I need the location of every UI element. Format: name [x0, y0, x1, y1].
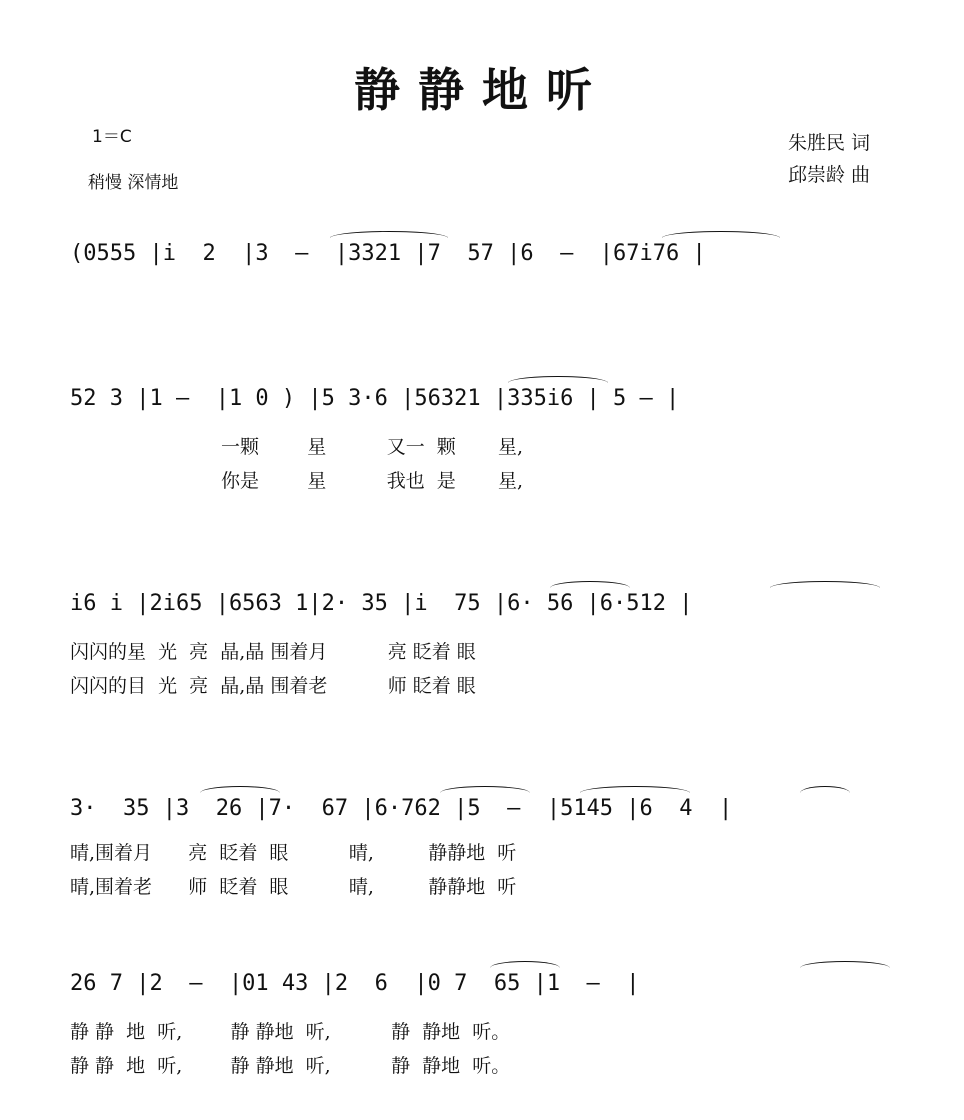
lyrics-line-2-verse-2: 你是 星 我也 是 星, — [70, 470, 524, 492]
notes-line-4: 3· 35 |3 26 |7· 67 |6·762 |5 – |5145 |6 4 | — [70, 796, 733, 821]
notes-line-5: 26 7 |2 – |01 43 |2 6 |0 7 65 |1 – | — [70, 971, 640, 996]
tempo-marking: 稍慢 深情地 — [88, 173, 179, 193]
lyrics-line-3-verse-1: 闪闪的星 光 亮 晶,晶 围着月 亮 眨着 眼 — [70, 641, 476, 663]
composer-credit: 邱崇龄 曲 — [787, 164, 870, 186]
notes-line-2: 52 3 |1 – |1 0 ) |5 3·6 |56321 |335i6 | 5 – | — [70, 386, 680, 411]
lyrics-line-4-verse-1: 晴,围着月 亮 眨着 眼 晴, 静静地 听 — [70, 842, 517, 864]
lyrics-line-4-verse-2: 晴,围着老 师 眨着 眼 晴, 静静地 听 — [70, 876, 517, 898]
lyrics-line-3-verse-2: 闪闪的目 光 亮 晶,晶 围着老 师 眨着 眼 — [70, 675, 476, 697]
notes-line-3: i6 i |2i65 |6563 1|2· 35 |i 75 |6· 56 |6·512 | — [70, 591, 693, 616]
lyrics-line-5-verse-1: 静 静 地 听, 静 静地 听, 静 静地 听。 — [70, 1021, 511, 1043]
lyrics-line-5-verse-2: 静 静 地 听, 静 静地 听, 静 静地 听。 — [70, 1055, 511, 1077]
key-signature: 1＝C — [92, 127, 132, 147]
song-title: 静静地听 — [354, 63, 610, 117]
lyricist-credit: 朱胜民 词 — [787, 132, 870, 154]
lyrics-line-2-verse-1: 一颗 星 又一 颗 星, — [70, 436, 524, 458]
notes-line-1: (0555 |i 2 |3 – |3321 |7 57 |6 – |67i76 | — [70, 241, 706, 266]
